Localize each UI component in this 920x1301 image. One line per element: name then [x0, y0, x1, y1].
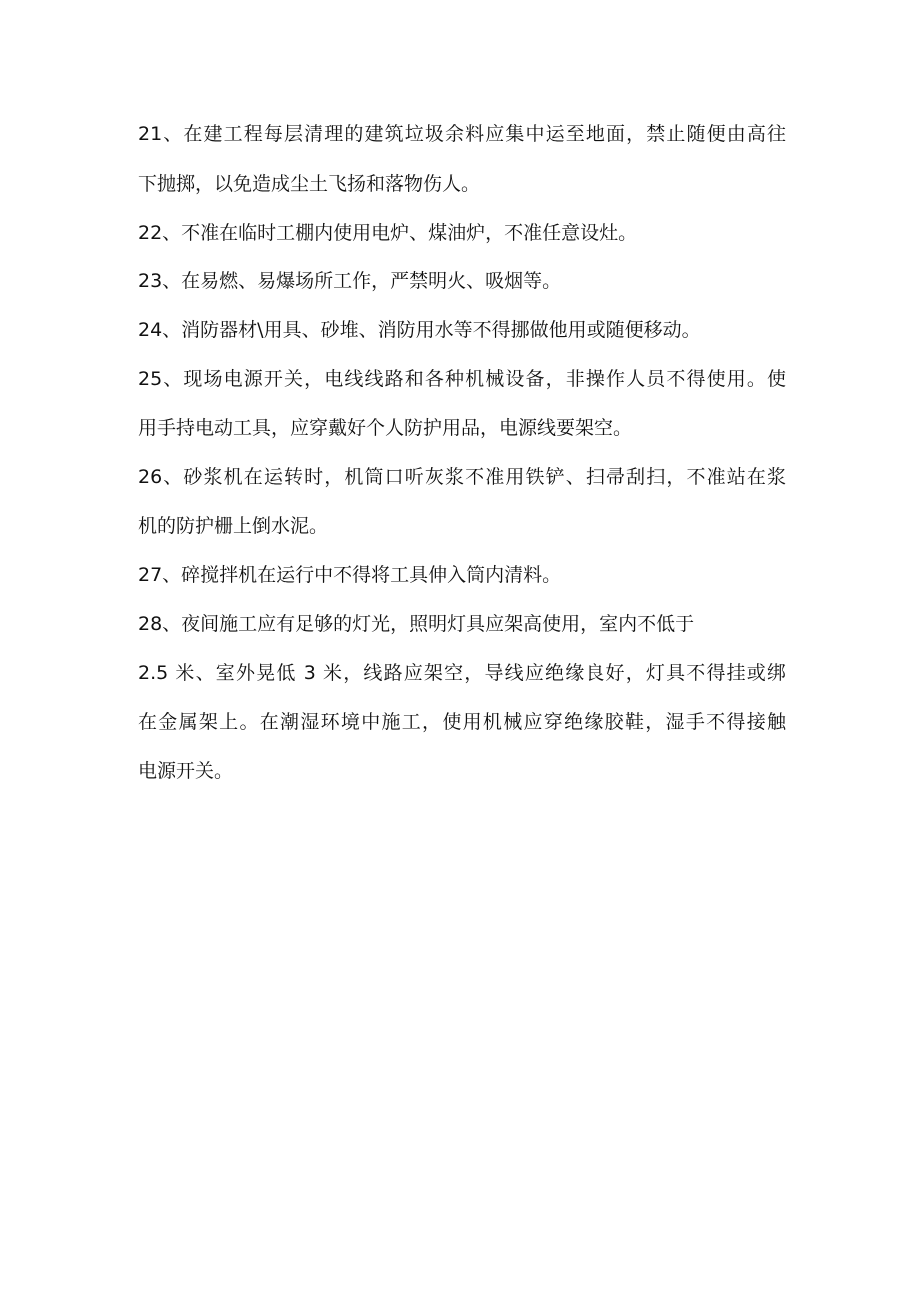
- text-line-28c: 在金属架上。在潮湿环境中施工，使用机械应穿绝缘胶鞋，湿手不得接触: [138, 711, 786, 733]
- text-line-25b: 用手持电动工具，应穿戴好个人防护用品，电源线要架空。: [138, 417, 633, 439]
- text-line-27: 27、碎搅拌机在运行中不得将工具伸入筒内清料。: [138, 564, 562, 586]
- text-line-21b: 下抛掷，以免造成尘土飞扬和落物伤人。: [138, 173, 481, 195]
- text-line-28a: 28、夜间施工应有足够的灯光，照明灯具应架高使用，室内不低于: [138, 613, 695, 635]
- text-line-25a: 25、现场电源开关，电线线路和各种机械设备，非操作人员不得使用。使: [138, 368, 786, 390]
- text-line-26a: 26、砂浆机在运转时，机筒口听灰浆不准用铁铲、扫帚刮扫，不准站在浆: [138, 466, 786, 488]
- text-line-28b: 2.5 米、室外晃低 3 米，线路应架空，导线应绝缘良好，灯具不得挂或绑: [138, 662, 786, 684]
- text-line-21a: 21、在建工程每层清理的建筑垃圾余料应集中运至地面，禁止随便由高往: [138, 123, 786, 145]
- text-line-22: 22、不准在临时工棚内使用电炉、煤油炉，不准任意设灶。: [138, 222, 638, 244]
- text-line-26b: 机的防护栅上倒水泥。: [138, 515, 329, 537]
- text-line-23: 23、在易燃、易爆场所工作，严禁明火、吸烟等。: [138, 270, 562, 292]
- text-line-24: 24、消防器材\用具、砂堆、消防用水等不得挪做他用或随便移动。: [138, 319, 701, 341]
- text-line-28d: 电源开关。: [138, 760, 234, 782]
